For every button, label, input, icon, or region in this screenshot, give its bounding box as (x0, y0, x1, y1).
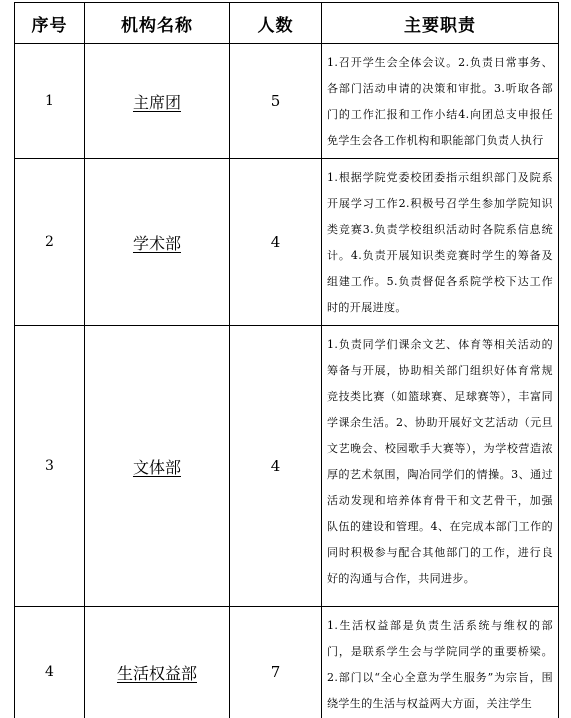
row-name-cell (85, 159, 230, 326)
row-duty: 1.负责同学们课余文艺、体育等相关活动的筹备与开展，协助相关部门组织好体育常规竞技类比赛（如篮球赛、足球赛等），丰富同学课余生活。2、协助开展好文艺活动（元旦文艺晚会、校园歌手大赛等），为学校营造浓厚的艺术氛围，陶冶同学们的情操。3、通过活动发现和培养体育骨干和文艺骨干，加强队伍的建设和管理。4、在完成本部门工作的同时积极参与配合其他部门的工作，进行良好的沟通与合作，共同进步。 (327, 338, 553, 585)
header-count: 人数 (230, 3, 322, 44)
table-row (15, 326, 559, 607)
row-name: 主席团 (132, 92, 181, 112)
header-duty: 主要职责 (322, 3, 559, 44)
row-index: 3 (15, 326, 85, 607)
row-duty: 1.召开学生会全体会议。2.负责日常事务、各部门活动申请的决策和审批。3.听取各部门的工作汇报和工作小结4.向团总支申报任免学生会各工作机构和职能部门负责人执行 (327, 56, 553, 147)
header-index: 序号 (15, 3, 85, 44)
organization-duties-table (14, 2, 559, 718)
row-duty: 1.根据学院党委校团委指示组织部门及院系开展学习工作2.积极号召学生参加学院知识类竞赛3.负责学校组织活动时各院系信息统计。4.负责开展知识类竞赛时学生的筹备及组建工作。5.负责督促各系院学校下达工作时的开展进度。 (327, 171, 553, 314)
row-count: 7 (230, 607, 322, 718)
row-name: 文体部 (132, 457, 181, 477)
row-index: 1 (15, 44, 85, 159)
row-duty-cell (322, 607, 559, 718)
row-index: 4 (15, 607, 85, 718)
row-name-cell (85, 44, 230, 159)
row-name-cell (85, 607, 230, 718)
row-duty-cell (322, 159, 559, 326)
row-duty-cell (322, 44, 559, 159)
row-index: 2 (15, 159, 85, 326)
row-duty-cell (322, 326, 559, 607)
row-count: 4 (230, 326, 322, 607)
table-row (15, 607, 559, 718)
row-name: 学术部 (132, 233, 181, 253)
header-name: 机构名称 (85, 3, 230, 44)
row-name: 生活权益部 (116, 663, 197, 683)
row-count: 4 (230, 159, 322, 326)
row-duty: 1.生活权益部是负责生活系统与维权的部门，是联系学生会与学院同学的重要桥梁。2.部门以“全心全意为学生服务”为宗旨，围绕学生的生活与权益两大方面，关注学生 (327, 619, 553, 710)
table-row (15, 159, 559, 326)
row-name-cell (85, 326, 230, 607)
table-row (15, 44, 559, 159)
row-count: 5 (230, 44, 322, 159)
table-header-row (15, 3, 559, 44)
